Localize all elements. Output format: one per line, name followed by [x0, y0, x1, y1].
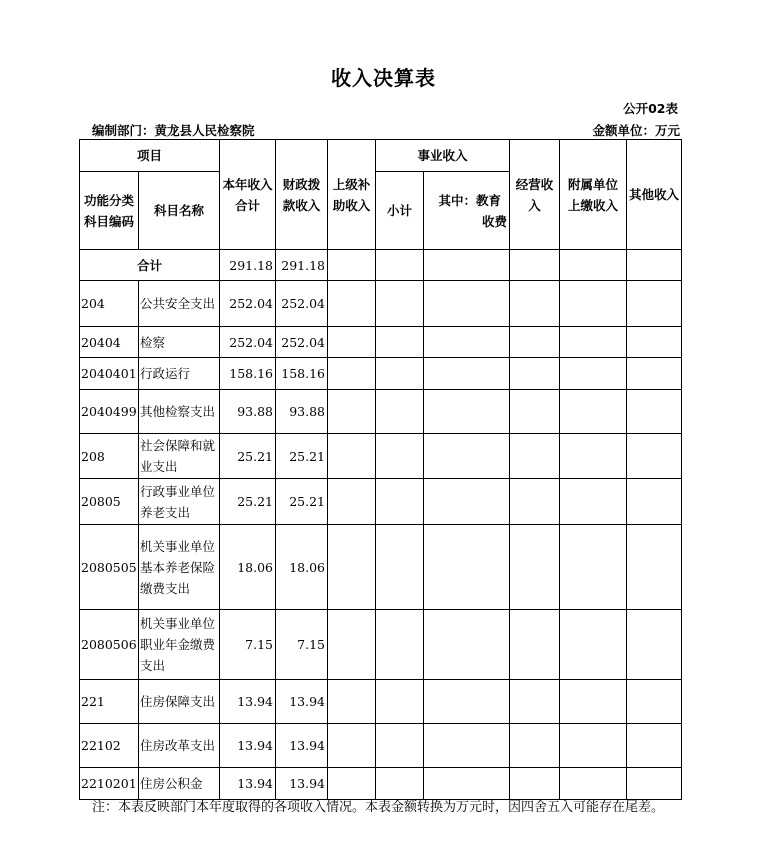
row-code: 204	[80, 281, 139, 327]
table-row	[80, 434, 682, 479]
header-subject-name: 科目名称	[139, 172, 220, 250]
header-item: 项目	[80, 140, 220, 172]
header-edu-line1: 其中：教育	[438, 192, 502, 208]
row-code: 20805	[80, 479, 139, 525]
row-code: 2210201	[80, 768, 139, 800]
table-row	[80, 610, 682, 680]
row-total-income: 93.88	[220, 390, 276, 434]
compiling-department: 编制部门：黄龙县人民检察院	[92, 123, 255, 138]
form-number: 公开02表	[623, 101, 678, 116]
amount-unit: 金额单位：万元	[592, 123, 680, 138]
header-func-code: 功能分类科目编码	[80, 172, 139, 250]
row-fiscal: 25.21	[276, 479, 328, 525]
row-code: 2040401	[80, 358, 139, 390]
row-code: 208	[80, 434, 139, 479]
row-subject-name: 其他检察支出	[139, 390, 220, 434]
row-fiscal: 13.94	[276, 768, 328, 800]
row-fiscal: 252.04	[276, 327, 328, 358]
row-code: 2080505	[80, 525, 139, 610]
page-title: 收入决算表	[331, 66, 436, 90]
row-total-income: 252.04	[220, 327, 276, 358]
row-fiscal: 25.21	[276, 434, 328, 479]
row-code: 2080506	[80, 610, 139, 680]
header-fiscal: 财政拨款收入	[276, 140, 328, 250]
table-note: 注：本表反映部门本年度取得的各项收入情况。本表金额转换为万元时，因四舍五入可能存在尾差。	[92, 800, 665, 815]
row-subject-name: 社会保障和就业支出	[139, 434, 220, 479]
row-total-income: 158.16	[220, 358, 276, 390]
header-operating: 经营收入	[510, 140, 560, 250]
row-fiscal: 252.04	[276, 281, 328, 327]
row-code: 22102	[80, 724, 139, 768]
row-fiscal: 13.94	[276, 680, 328, 724]
row-code: 221	[80, 680, 139, 724]
row-fiscal: 7.15	[276, 610, 328, 680]
table-row	[80, 390, 682, 434]
header-row-1	[80, 140, 682, 172]
row-total-income: 7.15	[220, 610, 276, 680]
row-fiscal: 13.94	[276, 724, 328, 768]
header-superior: 上级补助收入	[328, 140, 376, 250]
table-row	[80, 525, 682, 610]
row-total-income: 252.04	[220, 281, 276, 327]
row-subject-name: 住房公积金	[139, 768, 220, 800]
row-code: 20404	[80, 327, 139, 358]
table-row	[80, 327, 682, 358]
table-row	[80, 724, 682, 768]
row-subject-name: 行政事业单位养老支出	[139, 479, 220, 525]
row-subject-name: 公共安全支出	[139, 281, 220, 327]
row-total-income: 25.21	[220, 434, 276, 479]
table-row	[80, 680, 682, 724]
table-row	[80, 281, 682, 327]
row-total-income: 13.94	[220, 680, 276, 724]
table-row	[80, 358, 682, 390]
row-fiscal: 158.16	[276, 358, 328, 390]
header-business: 事业收入	[376, 140, 510, 172]
row-subject-name: 检察	[139, 327, 220, 358]
row-subject-name: 行政运行	[139, 358, 220, 390]
row-total-income: 25.21	[220, 479, 276, 525]
total-fiscal-value: 291.18	[276, 250, 328, 281]
row-subject-name: 机关事业单位基本养老保险缴费支出	[139, 525, 220, 610]
row-code: 2040499	[80, 390, 139, 434]
row-fiscal: 18.06	[276, 525, 328, 610]
table-row	[80, 479, 682, 525]
total-label: 合计	[80, 250, 220, 281]
row-subject-name: 机关事业单位职业年金缴费支出	[139, 610, 220, 680]
row-total-income: 18.06	[220, 525, 276, 610]
row-subject-name: 住房改革支出	[139, 724, 220, 768]
total-income-value: 291.18	[220, 250, 276, 281]
header-edu-line2: 收费	[482, 213, 508, 229]
row-total-income: 13.94	[220, 724, 276, 768]
row-subject-name: 住房保障支出	[139, 680, 220, 724]
header-edu-fee	[424, 172, 510, 250]
header-other: 其他收入	[627, 140, 682, 250]
table-row	[80, 768, 682, 800]
income-table	[79, 139, 682, 800]
header-total-income: 本年收入合计	[220, 140, 276, 250]
header-affiliated: 附属单位上缴收入	[560, 140, 627, 250]
header-subtotal: 小计	[376, 172, 424, 250]
row-fiscal: 93.88	[276, 390, 328, 434]
row-total-income: 13.94	[220, 768, 276, 800]
total-row	[80, 250, 682, 281]
